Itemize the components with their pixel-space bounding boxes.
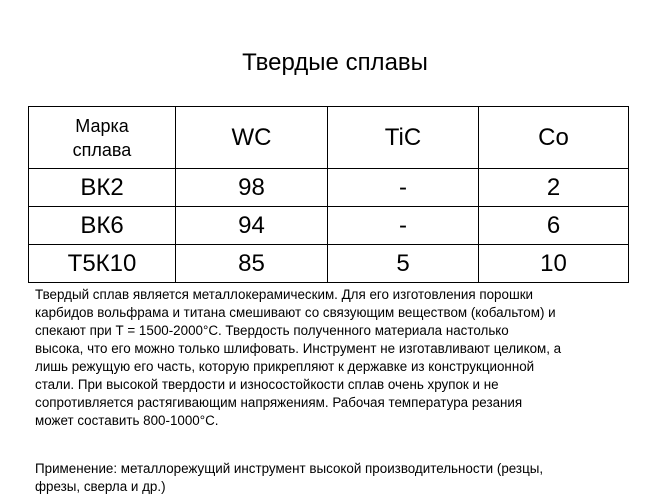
alloy-composition-table: [28, 106, 629, 283]
header-grade-line1: Марка: [75, 115, 129, 136]
cell-wc: 94: [176, 207, 328, 245]
table-row: [29, 169, 629, 207]
cell-grade: ВК2: [29, 169, 176, 207]
description-line: стали. При высокой твердости и износостойкости сплав очень хрупок и не: [35, 377, 499, 392]
description-line: может составить 800-1000°С.: [35, 413, 219, 428]
description-line: лишь режущую его часть, которую прикрепляют к державке из конструкционной: [35, 359, 535, 374]
cell-wc: 98: [176, 169, 328, 207]
table-header-row: [29, 107, 629, 169]
description-paragraph: [35, 286, 635, 430]
header-wc: WC: [176, 107, 328, 169]
header-tic: TiC: [328, 107, 479, 169]
description-line: сопротивляется растягивающим напряжениям. Рабочая температура резания: [35, 395, 523, 410]
application-line: фрезы, сверла и др.): [35, 479, 166, 494]
cell-grade: ВК6: [29, 207, 176, 245]
cell-tic: -: [328, 169, 479, 207]
cell-wc: 85: [176, 245, 328, 283]
cell-tic: 5: [328, 245, 479, 283]
cell-tic: -: [328, 207, 479, 245]
header-co: Co: [479, 107, 629, 169]
description-line: высока, что его можно только шлифовать. Инструмент не изготавливают целиком, а: [35, 341, 562, 356]
page-title: Твердые сплавы: [242, 49, 428, 76]
table-row: [29, 207, 629, 245]
description-line: карбидов вольфрама и титана смешивают со связующим веществом (кобальтом) и: [35, 305, 556, 320]
cell-co: 2: [479, 169, 629, 207]
application-line: Применение: металлорежущий инструмент высокой производительности (резцы,: [35, 461, 544, 476]
description-line: спекают при Т = 1500-2000°С. Твердость полученного материала настолько: [35, 323, 509, 338]
cell-grade: Т5К10: [29, 245, 176, 283]
application-paragraph: [35, 460, 635, 496]
cell-co: 6: [479, 207, 629, 245]
cell-co: 10: [479, 245, 629, 283]
table-row: [29, 245, 629, 283]
header-grade: [29, 107, 176, 169]
description-line: Твердый сплав является металлокерамическим. Для его изготовления порошки: [35, 287, 534, 302]
header-grade-line2: сплава: [72, 139, 132, 160]
